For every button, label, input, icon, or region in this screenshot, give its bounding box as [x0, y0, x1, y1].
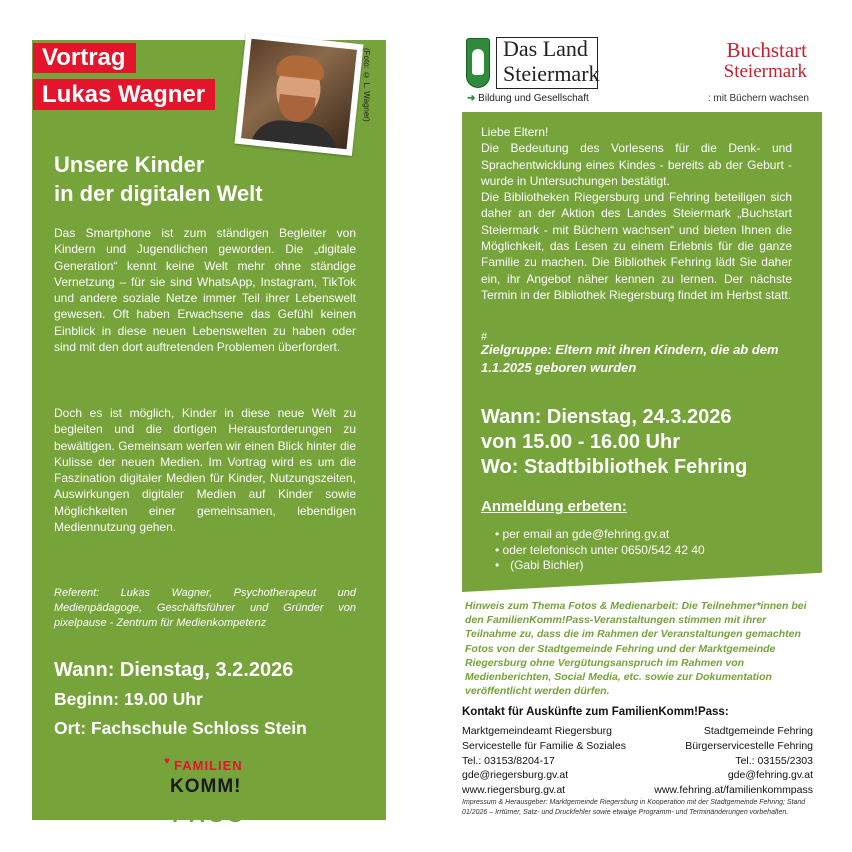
event-date: Wann: Dienstag, 24.3.2026 [481, 406, 732, 428]
familienkommpass-logo: ♥ FAMILIEN KOMM! PASS [164, 756, 247, 827]
buchstart-region: Steiermark [723, 61, 807, 82]
contact-person: • (Gabi Bichler) [495, 558, 705, 574]
lecture-title [54, 150, 263, 208]
speaker-photo [241, 39, 357, 150]
contact-heading: Kontakt für Auskünfte zum FamilienKomm!Pass: [462, 706, 729, 718]
lecture-location: Ort: Fachschule Schloss Stein [54, 718, 307, 738]
event-time: von 15.00 - 16.00 Uhr [481, 431, 680, 453]
contact-email: • per email an gde@fehring.gv.at [495, 527, 705, 543]
parents-letter: Liebe Eltern! Die Bedeutung des Vorlesens für die Denk- und Sprachentwicklung eines Kindes - bereits ab der Geburt - wurde in Untersuchungen bestätigt. Die Bibliotheken Riegersburg und Fehring beteiligen sich daher an der Aktion des Landes Steiermark „Buchstart Steiermark - mit Büchern wachsen“ und bieten Ihnen die Möglichkeit, das Lesen zu einem Erlebnis für die ganze Familie zu machen. Die Bibliothek Fehring lädt Sie daher ein, ihr Angebot näher kennen zu lernen. Der nächste Termin in der Bibliothek Riegersburg findet im Herbst statt. [481, 125, 792, 302]
event-details [481, 405, 747, 480]
contact-line: www.riegersburg.gv.at [462, 784, 566, 797]
steiermark-text: Steiermark [503, 61, 600, 86]
lecture-paragraph-1: Das Smartphone ist zum ständigen Begleiter von Kindern und Jugendlichen geworden. Die „digitale Generation“ kennt keine Welt mehr ohne ständige Vernetzung – für sie sind WhatsApp, Instagram, TikTok und andere soziale Netze immer Teil ihrer Lebenswelt gewesen. Oft haben Erwachsene das Gefühl keinen Einblick in diese neuen Lebenswelten zu haben oder sind mit den dort auftretenden Problemen überfordert. [54, 226, 356, 355]
title-line-2: in der digitalen Welt [54, 181, 263, 206]
lecture-start-time: Beginn: 19.00 Uhr [54, 689, 203, 709]
das-land-text: Das Land [503, 36, 588, 61]
contact-line: gde@fehring.gv.at [727, 769, 813, 782]
contact-line: www.fehring.at/familienkommpass [654, 784, 813, 797]
referent-info: Referent: Lukas Wagner, Psychotherapeut und Medienpädagoge, Geschäftsführer und Gründer von pixelpause - Zentrum für Medienkompetenz [54, 587, 356, 629]
bildung-subtitle: ➜ Bildung und Gesellschaft [467, 93, 589, 104]
vortrag-label: Vortrag [33, 43, 136, 73]
buchstart-logo: Buchstart [726, 38, 807, 62]
contact-fehring [600, 724, 813, 798]
contact-line: Marktgemeindeamt Riegersburg [462, 725, 612, 737]
registration-list [495, 527, 705, 574]
contact-line: gde@riegersburg.gv.at [462, 769, 569, 782]
contact-line: Tel.: 03153/8204-17 [462, 754, 555, 767]
impressum: Impressum & Herausgeber: Marktgemeinde Riegersburg in Kooperation mit der Stadtgemeinde Fehring; Stand 01/2026 – Irrtümer, Satz- und Druckfehler sowie etwaige Programm- und Terminänderungen vorbehalten. [462, 799, 806, 816]
contact-line: Stadtgemeinde Fehring [703, 725, 813, 737]
contact-line: Servicestelle für Familie & Soziales [462, 739, 626, 752]
photo-notice: Hinweis zum Thema Fotos & Medienarbeit: Die Teilnehmer*innen bei den FamilienKomm!Pass-Veranstaltungen stimmen mit ihrer Teilnahme zu, dass die im Rahmen der Veranstaltungen gemachten Fotos von der Stadtgemeinde Fehring und der Marktgemeinde Riegersburg ohne Vergütungsanspruch im Rahmen von Medienberichten, Social Media, etc. sowie zur Dokumentation veröffentlicht werden dürfen. [465, 600, 807, 698]
arrow-right-icon: ➜ [467, 93, 476, 104]
registration-heading: Anmeldung erbeten: [481, 498, 627, 515]
lecture-date: Wann: Dienstag, 3.2.2026 [54, 659, 294, 681]
event-location: Wo: Stadtbibliothek Fehring [481, 456, 748, 478]
title-line-1: Unsere Kinder [54, 152, 205, 177]
contact-phone: • oder telefonisch unter 0650/542 42 40 [495, 543, 705, 559]
photo-credit: (Foto: © L. Wagner) [362, 48, 371, 122]
hash-mark: # [481, 331, 488, 343]
contact-line: Bürgerservicestelle Fehring [685, 739, 813, 752]
speaker-label: Lukas Wagner [33, 79, 215, 110]
target-group: Zielgruppe: Eltern mit ihren Kindern, die ab dem 1.1.2025 geboren wurden [481, 342, 779, 375]
steiermark-crest-icon [466, 38, 490, 88]
lecture-paragraph-2: Doch es ist möglich, Kinder in diese neue Welt zu begleiten und die dortigen Herausforderungen zu bewältigen. Gemeinsam werfen wir einen Blick hinter die Kulisse der neuen Medien. Im Vortrag wird es um die Faszination digitaler Medien für Kinder, Nutzungszeiten, Auswirkungen digitaler Medien auf Kinder sowie Möglichkeiten einer gemeinsamen, lebendigen Mediennutzung gehen. [54, 406, 356, 535]
contact-line: Tel.: 03155/2303 [735, 754, 813, 767]
heart-icon: ♥ [164, 756, 170, 767]
buchstart-tagline: : mit Büchern wachsen [707, 93, 809, 104]
